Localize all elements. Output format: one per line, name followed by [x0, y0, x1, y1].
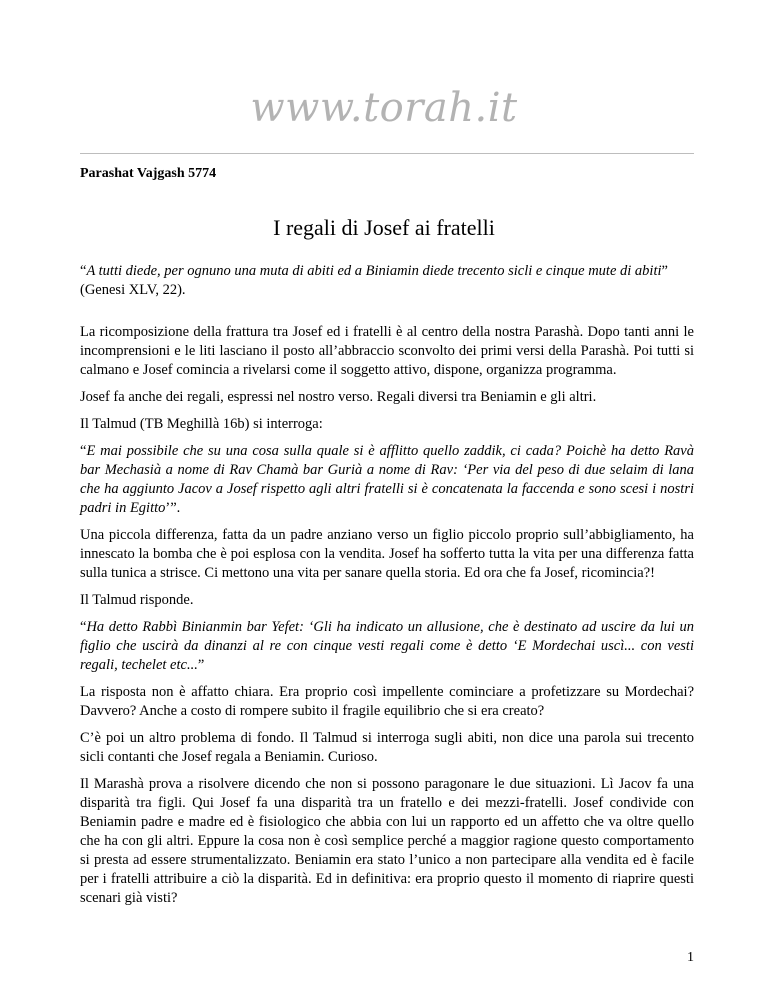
paragraph: Una piccola differenza, fatta da un padre anziano verso un figlio piccolo proprio sull’abbigliamento, ha innescato la bomba che è poi esplosa con la vendita. Josef ha sofferto tutta la vita per una differenza fatta sulla tunica a strisce. Ci mettono una vita per sanare quella storia. Ed ora che fa Josef, ricomincia?!: [80, 527, 694, 581]
paragraph: Il Talmud (TB Meghillà 16b) si interroga:: [80, 416, 323, 432]
talmud-answer-quote-text: Ha detto Rabbì Binianmin bar Yefet: ‘Gli ha indicato un allusione, che è destinato ad uscire da lui un figlio che uscirà da dinanzi al re con cinque vesti regali come è detto ‘E Mordechai uscì... con vesti regali, techelet etc...: [80, 619, 694, 673]
paragraph: La ricomposizione della frattura tra Josef ed i fratelli è al centro della nostra Parashà. Dopo tanti anni le incomprensioni e le liti lasciano il posto all’abbraccio sconvolto dei primi versi della Parashà. Poi tutti si calmano e Josef comincia a rivelarsi come il soggetto attivo, dispone, organizza programma.: [80, 324, 694, 378]
talmud-quote: “E mai possibile che su una cosa sulla quale si è afflitto quello zaddik, ci cada? Poichè ha detto Ravà bar Mechasià a nome di Rav Chamà bar Gurià a nome di Rav: ‘Per via del peso di due selaim di lana che ha aggiunto Jacov a Josef rispetto agli altri fratelli si è concatenata la faccenda e sono scesi i nostri padri in Egitto’”.: [80, 443, 694, 516]
verse-quote: “A tutti diede, per ognuno una muta di abiti ed a Biniamin diede trecento sicli e cinque mute di abiti” (Genesi XLV, 22).: [80, 263, 668, 298]
paragraph: Josef fa anche dei regali, espressi nel nostro verso. Regali diversi tra Beniamin e gli altri.: [80, 389, 597, 405]
site-header: www.torah.it: [250, 85, 518, 131]
header-divider: [80, 153, 694, 154]
paragraph: Il Marashà prova a risolvere dicendo che non si possono paragonare le due situazioni. Lì Jacov fa una disparità tra figli. Qui Josef fa una disparità tra un fratello e dei mezzi-fratelli. Josef condivide con Beniamin padre e madre ed è fisiologico che abbia con lui un rapporto ed un affetto che va oltre quello che ha con gli altri. Eppure la cosa non è così semplice perché a maggior ragione questo comportamento si presta ad essere strumentalizzato. Beniamin era stato l’unico a non partecipare alla vendita ed è facile per i fratelli attribuire a ciò la disparità. Ed in definitiva: era proprio questo il momento di riaprire questi scenari già visti?: [80, 776, 694, 906]
paragraph: C’è poi un altro problema di fondo. Il Talmud si interroga sugli abiti, non dice una parola sui trecento sicli contanti che Josef regala a Beniamin. Curioso.: [80, 730, 694, 765]
parasha-label: Parashat Vajgash 5774: [80, 166, 217, 181]
paragraph: La risposta non è affatto chiara. Era proprio così impellente cominciare a profetizzare su Mordechai? Davvero? Anche a costo di rompere subito il fragile equilibrio che si era creato?: [80, 684, 694, 719]
talmud-answer-quote: “Ha detto Rabbì Binianmin bar Yefet: ‘Gli ha indicato un allusione, che è destinato ad uscire da lui un figlio che uscirà da dinanzi al re con cinque vesti regali come è detto ‘E Mordechai uscì... con vesti regali, techelet etc...”: [80, 619, 694, 673]
page-number: 1: [687, 950, 694, 965]
talmud-quote-text: E mai possibile che su una cosa sulla quale si è afflitto quello zaddik, ci cada? Poichè ha detto Ravà bar Mechasià a nome di Rav Chamà bar Gurià a nome di Rav: ‘Per via del peso di due selaim di lana che ha aggiunto Jacov a Josef rispetto agli altri fratelli si è concatenata la faccenda e sono scesi i nostri padri in Egitto: [80, 443, 694, 516]
article-body: [80, 262, 694, 916]
paragraph: Il Talmud risponde.: [80, 592, 194, 608]
article-title: I regali di Josef ai fratelli: [273, 215, 495, 240]
verse-quote-text: A tutti diede, per ognuno una muta di abiti ed a Biniamin diede trecento sicli e cinque mute di abiti: [86, 263, 662, 279]
